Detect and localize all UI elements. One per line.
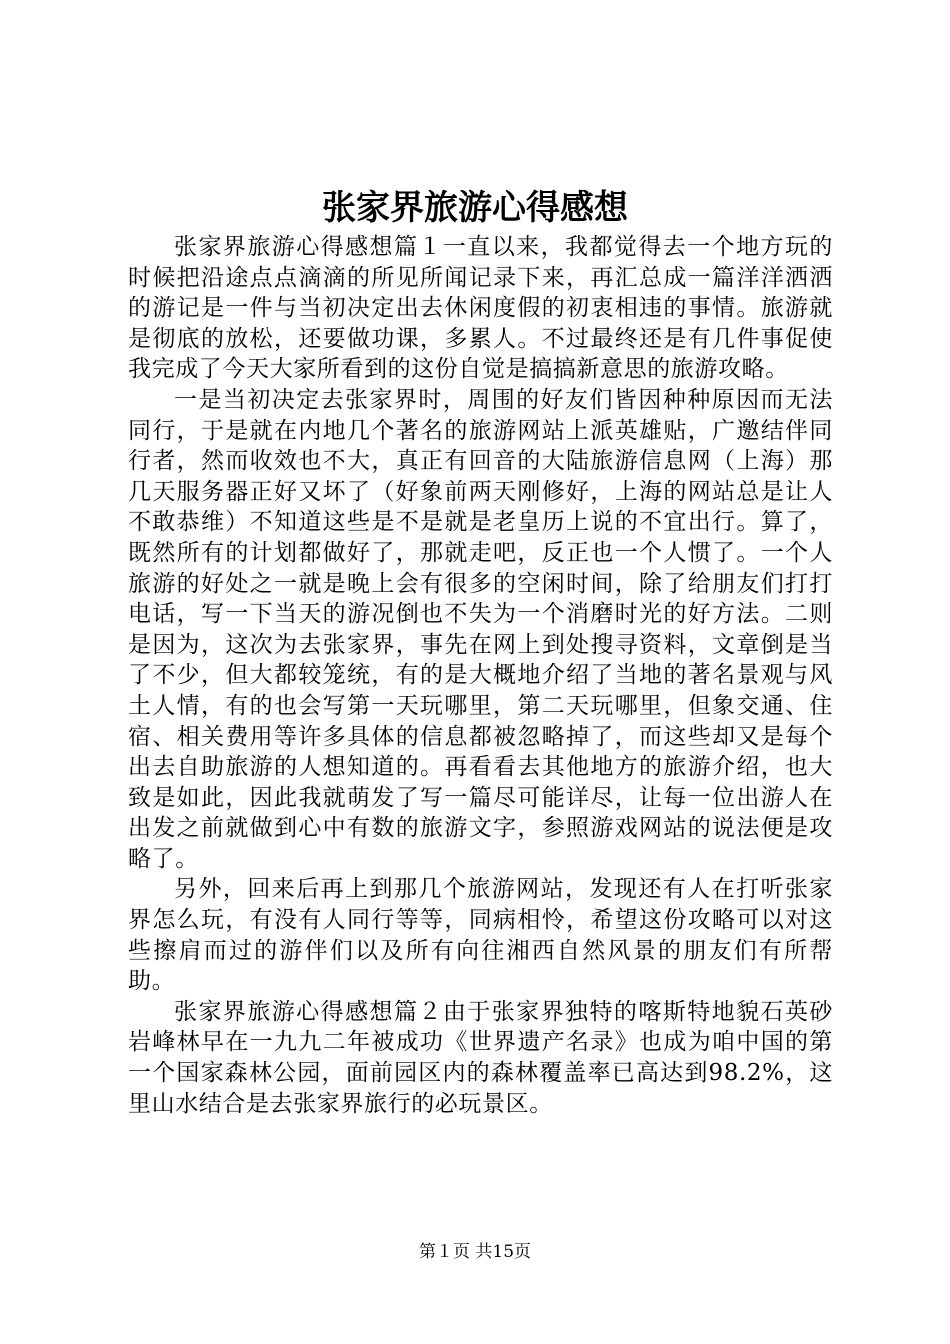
page-number-label: 第１页 共15页 xyxy=(418,1242,532,1262)
document-body xyxy=(128,232,833,1119)
paragraph: 另外，回来后再上到那几个旅游网站，发现还有人在打听张家界怎么玩，有没有人同行等等，同病相怜，希望这份攻略可以对这些擦肩而过的游伴们以及所有向往湘西自然风景的朋友们有所帮助。 xyxy=(128,876,833,995)
document-title: 张家界旅游心得感想 xyxy=(322,188,628,228)
paragraph: 张家界旅游心得感想篇２由于张家界独特的喀斯特地貌石英砂岩峰林早在一九九二年被成功《世界遗产名录》也成为咱中国的第一个国家森林公园，面前园区内的森林覆盖率已高达到98.2%，这里山水结合是去张家界旅行的必玩景区。 xyxy=(128,998,833,1117)
page-footer xyxy=(0,1240,950,1264)
paragraph: 张家界旅游心得感想篇１一直以来，我都觉得去一个地方玩的时候把沿途点点滴滴的所见所闻记录下来，再汇总成一篇洋洋洒洒的游记是一件与当初决定出去休闲度假的初衷相违的事情。旅游就是彻底的放松，还要做功课，多累人。不过最终还是有几件事促使我完成了今天大家所看到的这份自觉是搞搞新意思的旅游攻略。 xyxy=(128,234,833,383)
paragraph: 一是当初决定去张家界时，周围的好友们皆因种种原因而无法同行，于是就在内地几个著名的旅游网站上派英雄贴，广邀结伴同行者，然而收效也不大，真正有回音的大陆旅游信息网（上海）那几天服务器正好又坏了（好象前两天刚修好，上海的网站总是让人不敢恭维）不知道这些是不是就是老皇历上说的不宜出行。算了，既然所有的计划都做好了，那就走吧，反正也一个人惯了。一个人旅游的好处之一就是晚上会有很多的空闲时间，除了给朋友们打打电话，写一下当天的游况倒也不失为一个消磨时光的好方法。二则是因为，这次为去张家界，事先在网上到处搜寻资料，文章倒是当了不少，但大都较笼统，有的是大概地介绍了当地的著名景观与风土人情，有的也会写第一天玩哪里，第二天玩哪里，但象交通、住宿、相关费用等许多具体的信息都被忽略掉了，而这些却又是每个出去自助旅游的人想知道的。再看看去其他地方的旅游介绍，也大致是如此，因此我就萌发了写一篇尽可能详尽，让每一位出游人在出发之前就做到心中有数的旅游文字，参照游戏网站的说法便是攻略了。 xyxy=(128,386,833,872)
